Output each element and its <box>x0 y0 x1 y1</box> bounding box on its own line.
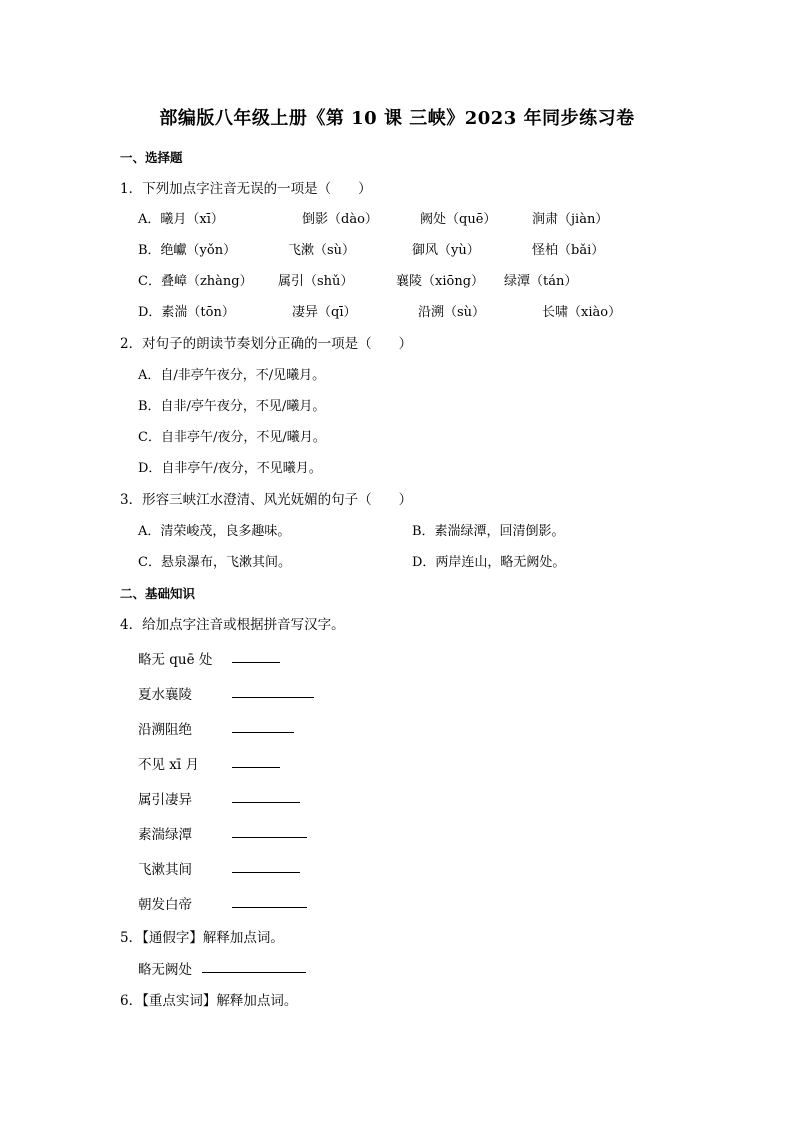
page-title: 部编版八年级上册《第 10 课 三峡》2023 年同步练习卷 <box>159 108 635 129</box>
q4-answer-line-4[interactable] <box>232 767 280 768</box>
q2-option-d: D．自非亭午/夜分，不见曦月。 <box>138 461 322 476</box>
q1-option-a-4: 涧肃（jiàn） <box>532 212 609 227</box>
q3-option-c: C．悬泉瀑布，飞漱其间。 <box>138 555 291 570</box>
question-4-stem: 4．给加点字注音或根据拼音写汉字。 <box>120 617 345 633</box>
q4-answer-line-7[interactable] <box>232 872 300 873</box>
q1-option-d-1: D．素湍（tōn） <box>138 305 235 320</box>
q2-option-b: B．自非/亭午夜分，不见/曦月。 <box>138 399 326 414</box>
question-2-stem: 2．对句子的朗读节奏划分正确的一项是（ ） <box>120 336 413 352</box>
question-6-stem: 6．【重点实词】解释加点词。 <box>120 993 298 1009</box>
section-heading-choice: 一、选择题 <box>120 150 183 165</box>
q4-item-6: 素湍绿潭 <box>138 827 192 843</box>
q1-option-c-1: C．叠嶂（zhàng） <box>138 274 253 289</box>
q1-option-c-2: 属引（shǔ） <box>278 274 354 289</box>
q1-option-c-3: 襄陵（xiōng） <box>396 274 485 289</box>
q4-answer-line-2[interactable] <box>232 697 314 698</box>
q4-item-7: 飞漱其间 <box>138 862 192 878</box>
q4-answer-line-1[interactable] <box>232 662 280 663</box>
q1-option-a-1: A．曦月（xī） <box>138 212 224 227</box>
q1-option-d-4: 长啸（xiào） <box>542 305 622 320</box>
q4-item-1: 略无 quē 处 <box>138 652 213 668</box>
q2-option-a: A．自/非亭午夜分，不/见曦月。 <box>138 368 326 383</box>
q1-option-a-3: 阙处（quē） <box>420 212 497 227</box>
question-5-stem: 5．【通假字】解释加点词。 <box>120 930 284 946</box>
q4-answer-line-8[interactable] <box>232 907 307 908</box>
q4-item-3: 沿溯阻绝 <box>138 722 192 738</box>
q4-item-4: 不见 xī 月 <box>138 757 200 773</box>
q2-option-c: C．自非亭午/夜分，不见/曦月。 <box>138 430 326 445</box>
q4-answer-line-3[interactable] <box>232 732 294 733</box>
q1-option-b-2: 飞漱（sù） <box>288 243 356 258</box>
section-heading-basics: 二、基础知识 <box>120 586 196 601</box>
q5-answer-line[interactable] <box>202 972 306 973</box>
q3-option-a: A．清荣峻茂，良多趣味。 <box>138 524 291 539</box>
q4-item-8: 朝发白帝 <box>138 897 192 913</box>
q1-option-d-3: 沿溯（sù） <box>418 305 486 320</box>
q1-option-b-4: 怪柏（bǎi） <box>532 243 605 258</box>
q1-option-c-4: 绿潭（tán） <box>504 274 578 289</box>
q1-option-b-3: 御风（yù） <box>412 243 480 258</box>
q3-option-b: B．素湍绿潭，回清倒影。 <box>412 524 565 539</box>
question-1-stem: 1．下列加点字注音无误的一项是（ ） <box>120 181 372 197</box>
question-3-stem: 3．形容三峡江水澄清、风光妩媚的句子（ ） <box>120 492 413 508</box>
q5-item: 略无阙处 <box>138 962 192 978</box>
q4-answer-line-6[interactable] <box>232 837 307 838</box>
q1-option-d-2: 凄异（qī） <box>292 305 357 320</box>
q4-item-5: 属引凄异 <box>138 792 192 808</box>
q4-item-2: 夏水襄陵 <box>138 687 192 703</box>
q3-option-d: D．两岸连山，略无阙处。 <box>412 555 566 570</box>
q4-answer-line-5[interactable] <box>232 802 300 803</box>
q1-option-b-1: B．绝巘（yǒn） <box>138 243 237 258</box>
q1-option-a-2: 倒影（dào） <box>302 212 378 227</box>
